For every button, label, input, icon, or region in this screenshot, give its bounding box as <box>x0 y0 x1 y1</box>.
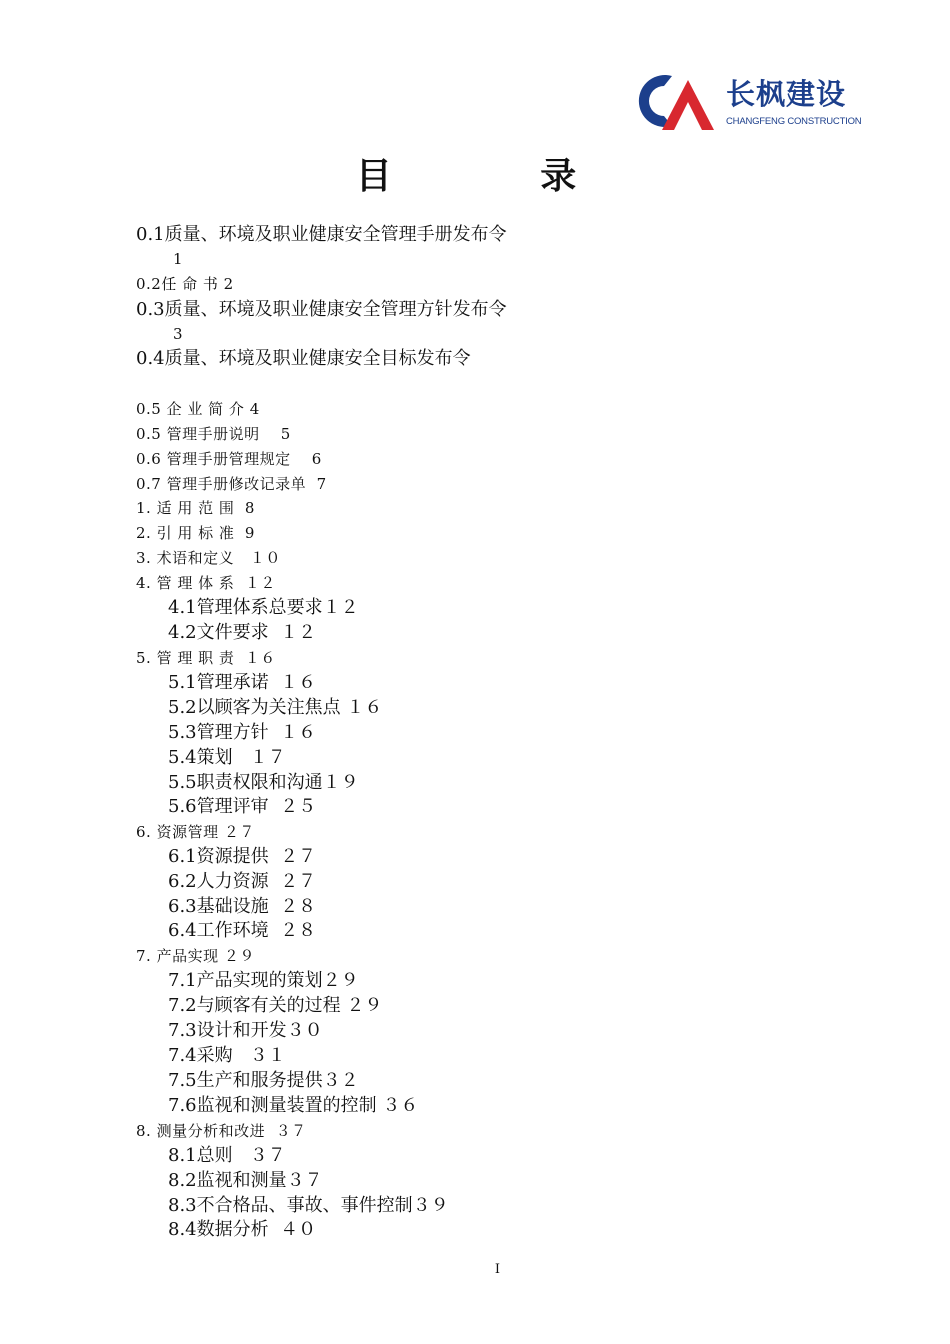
toc-entry: 0.1质量、环境及职业健康安全管理手册发布令 <box>136 224 507 245</box>
toc-entry: 1. 适 用 范 围 8 <box>136 499 255 517</box>
toc-entry: 0.3质量、环境及职业健康安全管理方针发布令 <box>136 299 507 320</box>
page-number: I <box>494 1262 501 1277</box>
toc-entry: 5.3管理方针 １６ <box>168 722 317 743</box>
toc-entry: 0.2任 命 书 2 <box>136 275 234 293</box>
toc-entry: 7. 产品实现 ２９ <box>136 947 255 965</box>
toc-entry: 6.1资源提供 ２７ <box>168 846 317 867</box>
toc-entry: 5.5职责权限和沟通１９ <box>168 772 359 793</box>
toc-entry: 6.2人力资源 ２７ <box>168 871 317 892</box>
toc-entry: 0.7 管理手册修改记录单 7 <box>136 475 327 493</box>
toc-page-number: 3 <box>173 325 183 343</box>
toc-entry: 3. 术语和定义 １０ <box>136 549 281 567</box>
toc-entry: 8.3不合格品、事故、事件控制３９ <box>168 1195 449 1216</box>
toc-entry: 0.5 企 业 简 介 4 <box>136 400 260 418</box>
toc-entry: 5.2以顾客为关注焦点 １６ <box>168 697 383 718</box>
toc-entry: 5.6管理评审 ２５ <box>168 796 317 817</box>
logo-company-name-en: CHANGFENG CONSTRUCTION <box>726 116 862 127</box>
toc-entry: 6.4工作环境 ２８ <box>168 920 317 941</box>
toc-entry: 5. 管 理 职 责 １６ <box>136 649 276 667</box>
toc-entry: 7.2与顾客有关的过程 ２９ <box>168 995 383 1016</box>
toc-entry: 7.4采购 ３１ <box>168 1045 286 1066</box>
toc-entry: 6.3基础设施 ２８ <box>168 896 317 917</box>
toc-entry: 7.6监视和测量装置的控制 ３６ <box>168 1095 419 1116</box>
toc-entry: 7.1产品实现的策划２９ <box>168 970 359 991</box>
logo-company-name: 长枫建设 <box>726 77 847 111</box>
toc-entry: 6. 资源管理 ２７ <box>136 823 255 841</box>
toc-entry: 8. 测量分析和改进 ３７ <box>136 1122 307 1140</box>
toc-entry: 5.4策划 １７ <box>168 747 286 768</box>
toc-entry: 4. 管 理 体 系 １２ <box>136 574 276 592</box>
toc-entry: 8.4数据分析 ４０ <box>168 1219 317 1240</box>
toc-entry: 0.6 管理手册管理规定 6 <box>136 450 322 468</box>
toc-entry: 5.1管理承诺 １６ <box>168 672 317 693</box>
toc-entry: 0.5 管理手册说明 5 <box>136 425 291 443</box>
toc-entry: 7.3设计和开发３０ <box>168 1020 323 1041</box>
toc-page-number: 1 <box>173 250 183 268</box>
toc-entry: 2. 引 用 标 准 9 <box>136 524 255 542</box>
toc-entry: 8.1总则 ３７ <box>168 1145 286 1166</box>
toc-entry: 8.2监视和测量３７ <box>168 1170 323 1191</box>
page-title: 目 录 <box>355 156 645 197</box>
toc-entry: 0.4质量、环境及职业健康安全目标发布令 <box>136 348 471 369</box>
toc-entry: 4.1管理体系总要求１２ <box>168 597 359 618</box>
toc-entry: 7.5生产和服务提供３２ <box>168 1070 359 1091</box>
toc-entry: 4.2文件要求 １２ <box>168 622 317 643</box>
